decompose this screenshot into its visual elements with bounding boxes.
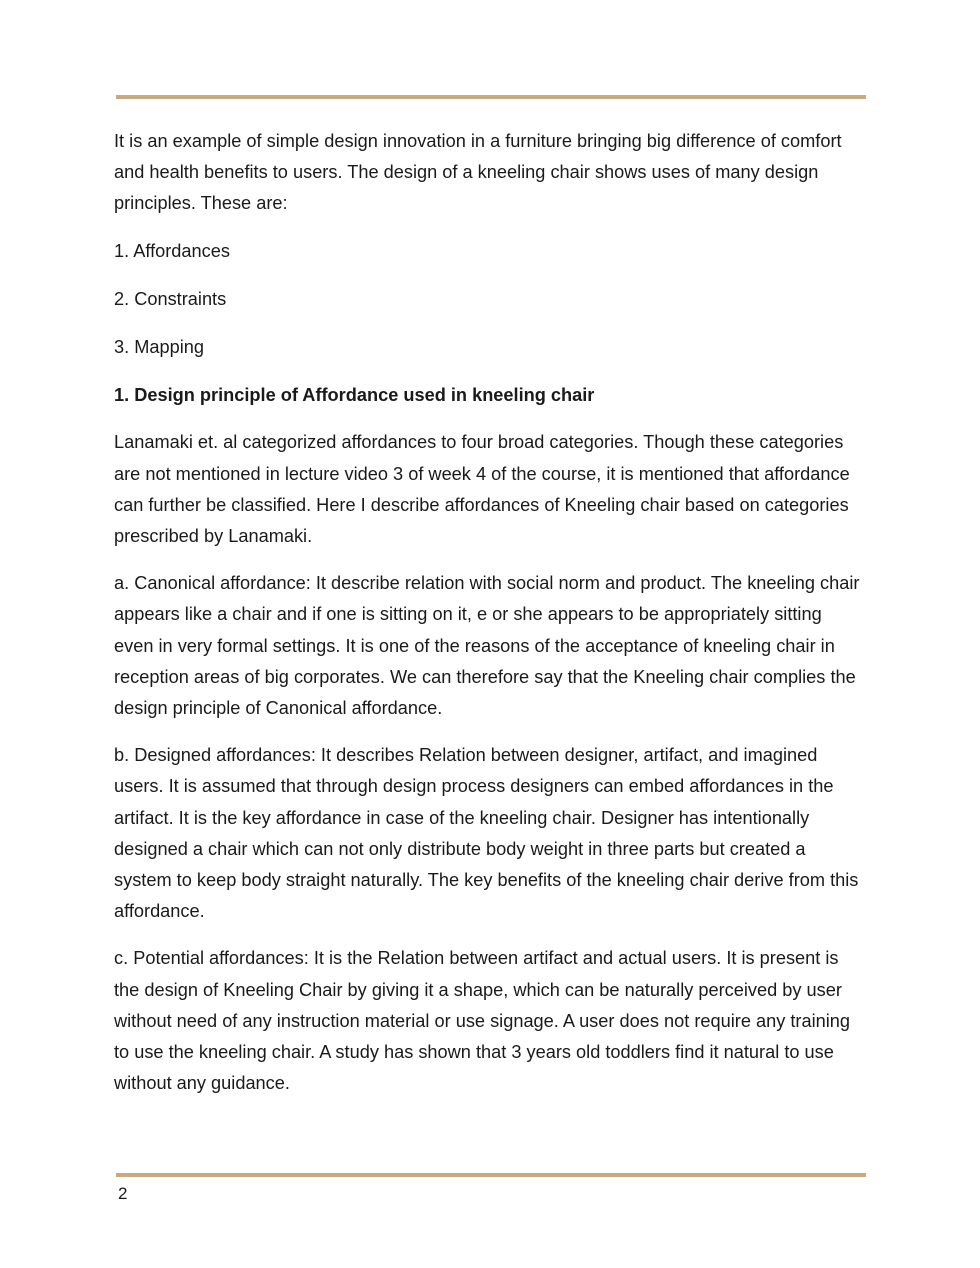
- section-heading: 1. Design principle of Affordance used in kneeling chair: [114, 385, 595, 406]
- body-paragraph: Lanamaki et. al categorized affordances to four broad categories. Though these categories are not mentioned in lecture video 3 of week 4 of the course, it is mentioned that affordance can further be classified. Here I describe affordances of Kneeling chair based on categories prescribed by Lanamaki.: [114, 432, 850, 547]
- footer-rule: [116, 1173, 866, 1177]
- principle-list-item: 3. Mapping: [114, 337, 204, 358]
- principle-list-item: 2. Constraints: [114, 288, 227, 309]
- header-rule: [116, 95, 866, 99]
- body-paragraph: c. Potential affordances: It is the Relation between artifact and actual users. It is present is the design of Kneeling Chair by giving it a shape, which can be naturally perceived by user without need of any instruction material or use signage. A user does not require any training to use the kneeling chair. A study has shown that 3 years old toddlers find it natural to use without any guidance.: [114, 948, 851, 1094]
- page-number: 2: [118, 1184, 128, 1203]
- principle-list-item: 1. Affordances: [114, 240, 230, 261]
- body-paragraph: b. Designed affordances: It describes Relation between designer, artifact, and imagined users. It is assumed that through design process designers can embed affordances in the artifact. It is the key affordance in case of the kneeling chair. Designer has intentionally designed a chair which can not only distribute body weight in three parts but created a system to keep body straight naturally. The key benefits of the kneeling chair derive from this affordance.: [114, 745, 859, 922]
- intro-paragraph: It is an example of simple design innovation in a furniture bringing big difference of comfort and health benefits to users. The design of a kneeling chair shows uses of many design principles. These are:: [114, 131, 842, 214]
- page-body: [114, 126, 866, 1115]
- body-paragraph: a. Canonical affordance: It describe relation with social norm and product. The kneeling chair appears like a chair and if one is sitting on it, e or she appears to be appropriately sitting even in very formal settings. It is one of the reasons of the acceptance of kneeling chair in reception areas of big corporates. We can therefore say that the Kneeling chair complies the design principle of Canonical affordance.: [114, 573, 860, 719]
